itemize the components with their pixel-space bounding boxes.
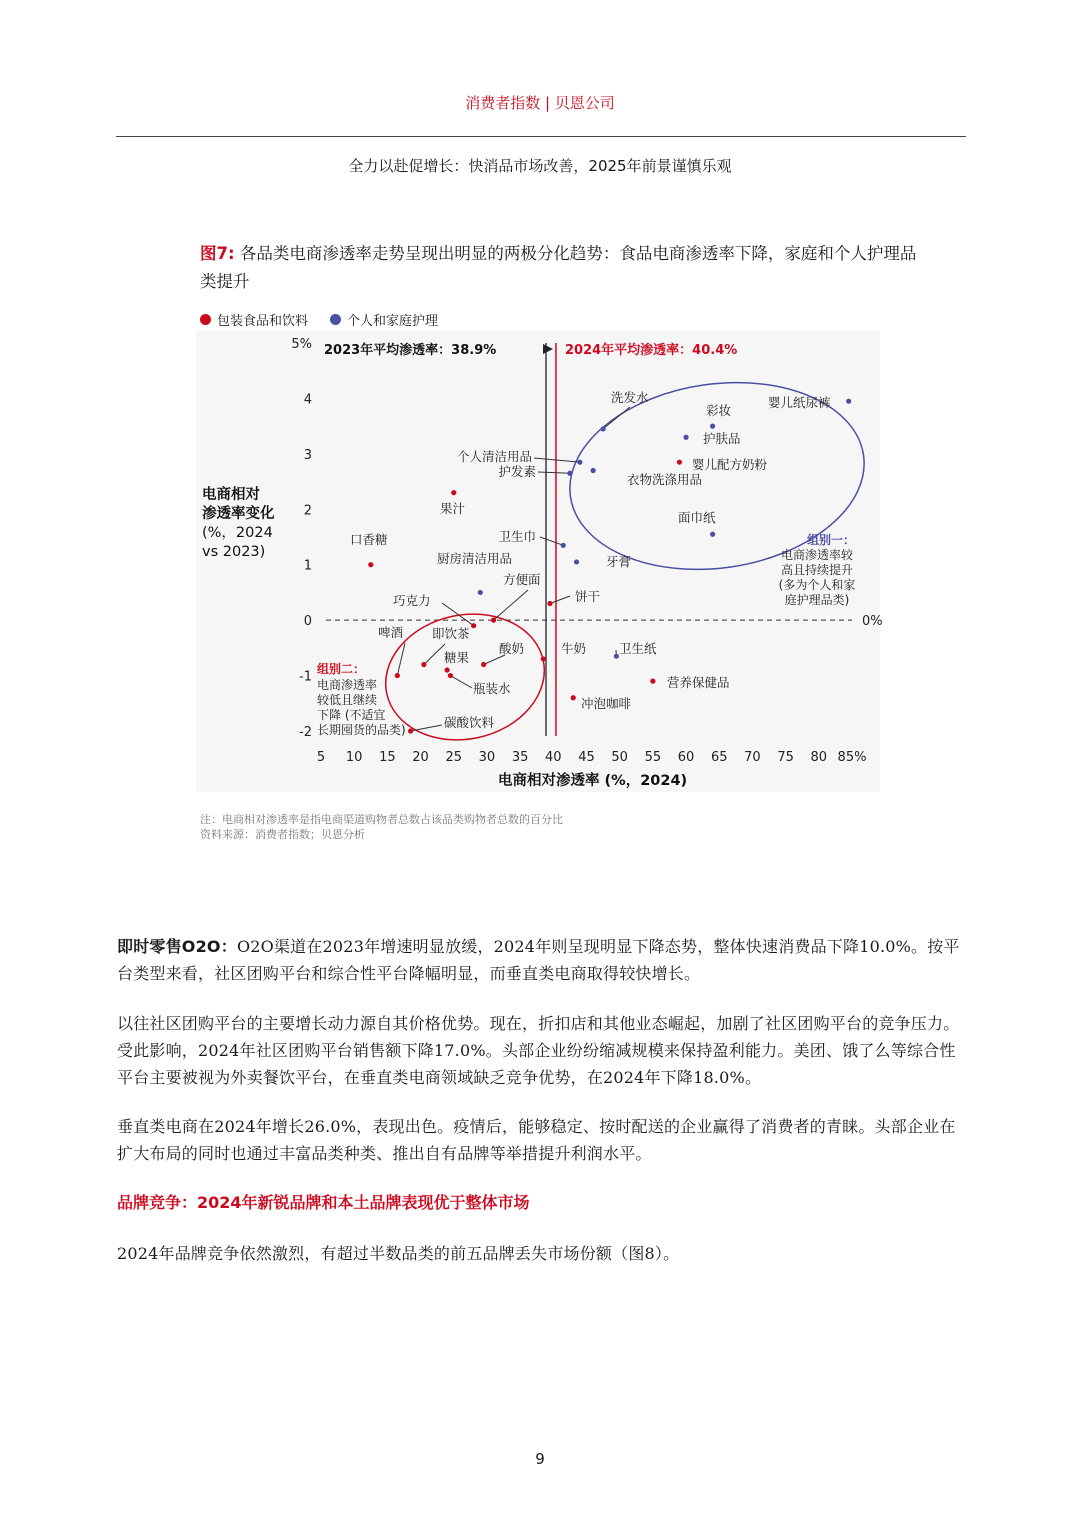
data-point-label: 护发素 [498, 464, 536, 479]
report-header-title: 消费者指数 | 贝恩公司 [465, 94, 615, 112]
data-point-label: 个人清洁用品 [456, 449, 532, 464]
leader-line [540, 537, 563, 545]
x-tick-label: 65 [710, 750, 728, 765]
section-heading-brand: 品牌竞争：2024年新锐品牌和本土品牌表现优于整体市场 [117, 1193, 530, 1212]
data-point-label: 酸奶 [499, 641, 525, 656]
y-tick-label: 4 [303, 392, 312, 408]
data-point-label: 瓶装水 [473, 681, 511, 696]
x-tick-label: 80 [810, 750, 828, 765]
data-point [846, 399, 851, 404]
avg-2024-label: 2024年平均渗透率：40.4% [565, 343, 738, 358]
group2-description-line: 较低且继续 [317, 693, 378, 707]
data-point-label: 巧克力 [393, 593, 431, 608]
data-point [547, 601, 552, 606]
figure-notes [200, 812, 563, 842]
data-point [677, 460, 682, 465]
data-point [710, 424, 715, 429]
figure-title-text: 各品类电商渗透率走势呈现出明显的两极分化趋势：食品电商渗透率下降，家庭和个人护理品类提升 [200, 244, 917, 291]
figure-label: 图7: [200, 244, 235, 263]
figure-source: 资料来源：消费者指数；贝恩分析 [200, 828, 365, 841]
data-point [448, 673, 453, 678]
data-point-label: 啤酒 [378, 625, 404, 640]
y-axis-title-line: 电商相对 [202, 487, 260, 503]
data-point-label: 碳酸饮料 [444, 715, 495, 730]
leader-line [550, 596, 570, 604]
data-point [481, 662, 486, 667]
group1-description-line: 庭护理品类) [784, 593, 850, 607]
group1-description-line: 电商渗透率较 [780, 548, 854, 562]
data-point [650, 679, 655, 684]
y-tick-label: 1 [303, 558, 312, 574]
x-tick-label: 35 [511, 750, 529, 765]
data-point-label: 面巾纸 [678, 510, 716, 525]
data-point-label: 洗发水 [611, 390, 649, 405]
report-subtitle: 全力以赴促增长：快消品市场改善，2025年前景谨慎乐观 [348, 157, 732, 175]
group1-title: 组别一： [806, 533, 855, 547]
zero-reference-label: 0% [862, 614, 883, 630]
y-tick-label: 3 [303, 447, 312, 463]
leader-line [411, 725, 442, 731]
data-point-label: 衣物洗涤用品 [627, 472, 703, 487]
data-point [421, 662, 426, 667]
y-axis-title-line: 渗透率变化 [202, 506, 275, 522]
leader-line [484, 655, 505, 664]
group2-description-line: 长期囤货的品类) [317, 723, 406, 737]
data-point-label: 糖果 [444, 650, 470, 665]
data-point [710, 532, 715, 537]
data-point [567, 471, 572, 476]
data-point [591, 468, 596, 473]
data-point-label: 婴儿纸尿裤 [768, 395, 831, 410]
data-point-label: 厨房清洁用品 [437, 551, 513, 566]
data-point-label: 即饮茶 [432, 626, 470, 641]
y-tick-label: 5% [291, 337, 312, 352]
paragraph-o2o-lead: 即时零售O2O： [117, 937, 237, 956]
figure-note: 注：电商相对渗透率是指电商渠道购物者总数占该品类购物者总数的百分比 [200, 813, 563, 826]
group1-description-line: (多为个人和家 [778, 578, 856, 592]
y-tick-label: -2 [299, 725, 312, 740]
y-tick-label: 0 [303, 614, 312, 630]
x-tick-label: 10 [345, 750, 363, 765]
data-point [408, 728, 413, 733]
data-point [577, 460, 582, 465]
data-point [478, 590, 483, 595]
x-tick-label: 15 [379, 750, 396, 765]
y-tick-label: -1 [299, 669, 312, 685]
x-tick-label: 5 [316, 750, 326, 765]
paragraph-vertical-ecommerce: 垂直类电商在2024年增长26.0%，表现出色。疫情后，能够稳定、按时配送的企业赢得了消费者的青睐。头部企业在扩大布局的同时也通过丰富品类种类、推出自有品牌等举措提升利润水平。 [117, 1117, 956, 1163]
data-point [445, 667, 450, 672]
x-tick-label: 85% [837, 750, 867, 765]
x-tick-label: 75 [777, 750, 794, 765]
y-tick-label: 2 [303, 503, 312, 519]
avg-2023-label: 2023年平均渗透率：38.9% [324, 343, 497, 358]
data-point [571, 695, 576, 700]
x-tick-label: 70 [744, 750, 761, 765]
data-point-label: 果汁 [440, 501, 466, 516]
data-point-label: 营养保健品 [667, 675, 730, 690]
x-tick-label: 55 [644, 750, 662, 765]
data-point [368, 562, 373, 567]
x-tick-label: 30 [478, 750, 496, 765]
data-point-label: 饼干 [575, 589, 601, 604]
group2-description-line: 下降 (不适宜 [317, 708, 386, 722]
data-point [451, 490, 456, 495]
data-point-label: 方便面 [503, 572, 541, 587]
data-point [561, 543, 566, 548]
data-point-label: 牛奶 [561, 641, 587, 656]
data-point-label: 口香糖 [350, 532, 388, 547]
data-point-label: 卫生纸 [619, 641, 657, 656]
leader-line [450, 676, 472, 688]
data-point [683, 435, 688, 440]
data-point-label: 牙膏 [606, 554, 632, 569]
data-point-label: 彩妆 [706, 403, 732, 418]
group2-description-line: 电商渗透率 [317, 678, 378, 692]
data-point-label: 婴儿配方奶粉 [692, 457, 768, 472]
data-point [574, 559, 579, 564]
legend-label-food: 包装食品和饮料 [217, 314, 309, 329]
data-point [491, 618, 496, 623]
leader-line [424, 644, 445, 664]
x-tick-label: 25 [445, 750, 463, 765]
group1-description-line: 高且持续提升 [780, 563, 854, 577]
paragraph-o2o [117, 933, 967, 987]
y-axis-title-line: (%，2024 [202, 525, 273, 541]
paragraph-brand-competition: 2024年品牌竞争依然激烈，有超过半数品类的前五品牌丢失市场份额（图8）。 [117, 1244, 680, 1263]
data-point-label: 护肤品 [703, 431, 741, 446]
leader-line [603, 407, 630, 429]
data-point [471, 623, 476, 628]
page-number: 9 [535, 1450, 545, 1468]
data-point [395, 673, 400, 678]
leader-line [494, 590, 528, 620]
leader-line [534, 458, 580, 462]
x-tick-label: 60 [677, 750, 695, 765]
y-axis-title-line: vs 2023) [202, 544, 266, 560]
paragraph-community-group: 以往社区团购平台的主要增长动力源自其价格优势。现在，折扣店和其他业态崛起，加剧了社区团购平台的竞争压力。受此影响，2024年社区团购平台销售额下降17.0%。头部企业纷纷缩减规模来保持盈利能力。美团、饿了么等综合性平台主要被视为外卖餐饮平台，在垂直类电商领域缺乏竞争优势，在2024年下降18.0%。 [117, 1014, 960, 1087]
data-point [541, 656, 546, 661]
x-tick-label: 20 [412, 750, 429, 765]
paragraph-o2o-text: O2O渠道在2023年增速明显放缓，2024年则呈现明显下降态势，整体快速消费品下降10.0%。按平台类型来看，社区团购平台和综合性平台降幅明显，而垂直类电商取得较快增长。 [117, 937, 960, 983]
x-tick-label: 45 [578, 750, 595, 765]
data-point-label: 卫生巾 [498, 529, 536, 544]
data-point [600, 426, 605, 431]
avg-arrow-icon [543, 344, 553, 354]
x-tick-label: 40 [545, 750, 562, 765]
group2-title: 组别二： [317, 662, 366, 676]
leader-line [538, 472, 570, 473]
data-point-label: 冲泡咖啡 [581, 696, 632, 711]
legend-label-care: 个人和家庭护理 [347, 314, 439, 329]
x-axis-title: 电商相对渗透率 (%，2024) [498, 773, 688, 789]
x-tick-label: 50 [611, 750, 628, 765]
